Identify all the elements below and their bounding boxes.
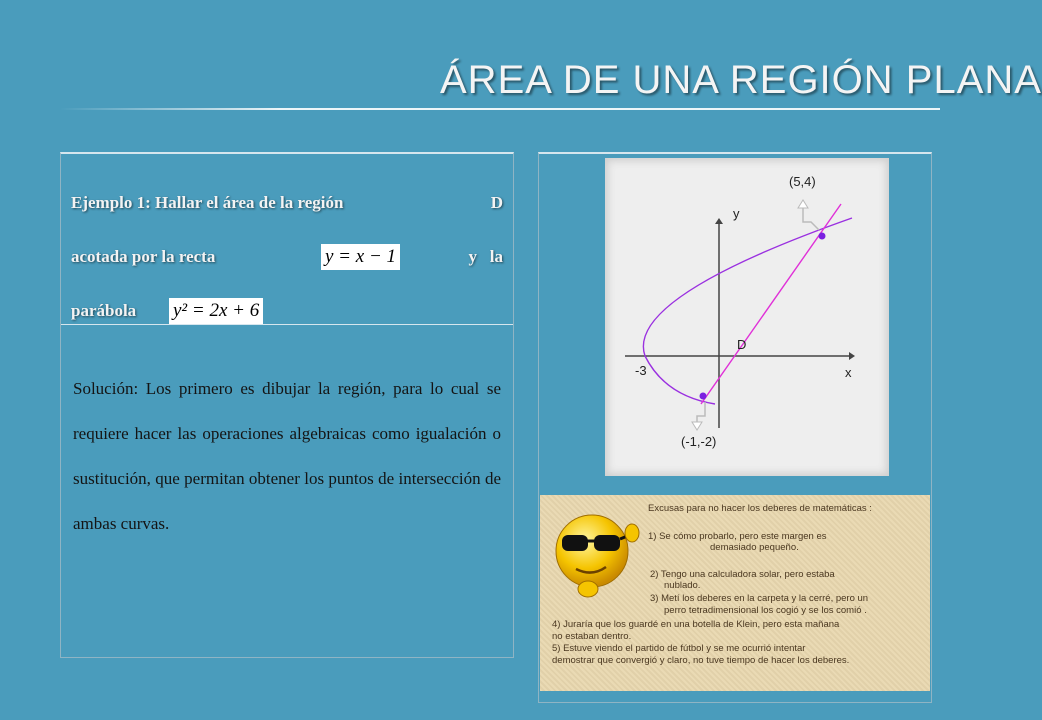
problem-panel: [60, 152, 514, 658]
point-bottom-label: (-1,-2): [681, 434, 717, 449]
page-title: ÁREA DE UNA REGIÓN PLANA: [440, 58, 1042, 102]
excuses-title: Excusas para no hacer los deberes de matemáticas :: [648, 503, 872, 514]
excuses-note: [540, 495, 930, 691]
parabola-curve: [643, 218, 852, 404]
x-intercept-label: -3: [635, 363, 647, 378]
solution-text: Solución: Los primero es dibujar la región, para lo cual se requiere hacer las operaciones algebraicas como igualación o sustitución, que permitan obtener los puntos de intersección de ambas curvas.: [73, 379, 501, 533]
y-axis-arrow-icon: [715, 218, 723, 224]
excuse-2a: 2) Tengo una calculadora solar, pero estaba: [650, 569, 835, 580]
region-label-text: D: [490, 193, 503, 212]
excuse-4a: 4) Juraría que los guardé en una botella de Klein, pero esta mañana: [552, 619, 840, 630]
callout-bottom-arrow-icon: [692, 422, 702, 430]
excuse-5a: 5) Estuve viendo el partido de fútbol y se me ocurrió intentar: [552, 643, 806, 654]
intersection-point-bottom: [700, 393, 707, 400]
title-divider: [60, 108, 940, 110]
line-equation: y = x − 1: [321, 244, 400, 270]
example-line-2: acotada por la recta: [71, 247, 216, 266]
point-top-label: (5,4): [789, 174, 816, 189]
example-statement: [71, 176, 503, 338]
cool-smiley-icon: [548, 505, 644, 605]
region-label: D: [737, 337, 747, 352]
parabola-equation: y² = 2x + 6: [169, 298, 263, 324]
callout-top-arrow-icon: [798, 200, 808, 208]
x-axis-arrow-icon: [849, 352, 855, 360]
excuse-3a: 3) Metí los deberes en la carpeta y la cerré, pero un: [650, 593, 869, 604]
x-axis-label: x: [845, 365, 852, 380]
graph-svg: [605, 158, 889, 476]
example-line-3: parábola: [71, 301, 137, 320]
y-axis-label: y: [733, 206, 740, 221]
example-line-2-tail: y la: [468, 247, 503, 266]
excuse-1b: demasiado pequeño.: [710, 542, 799, 553]
excuse-5b: demostrar que convergió y claro, no tuve tiempo de hacer los deberes.: [552, 655, 850, 666]
excuse-2b: nublado.: [664, 580, 701, 591]
example-line-1: Ejemplo 1: Hallar el área de la región: [71, 193, 344, 212]
excuse-4b: no estaban dentro.: [552, 631, 632, 642]
excuse-3b: perro tetradimensional los cogió y se los comió .: [664, 605, 867, 616]
intersection-point-top: [819, 233, 826, 240]
region-graph: [605, 158, 889, 476]
excuse-1a: 1) Se cómo probarlo, pero este margen es: [648, 531, 827, 542]
panel-divider: [61, 324, 513, 325]
